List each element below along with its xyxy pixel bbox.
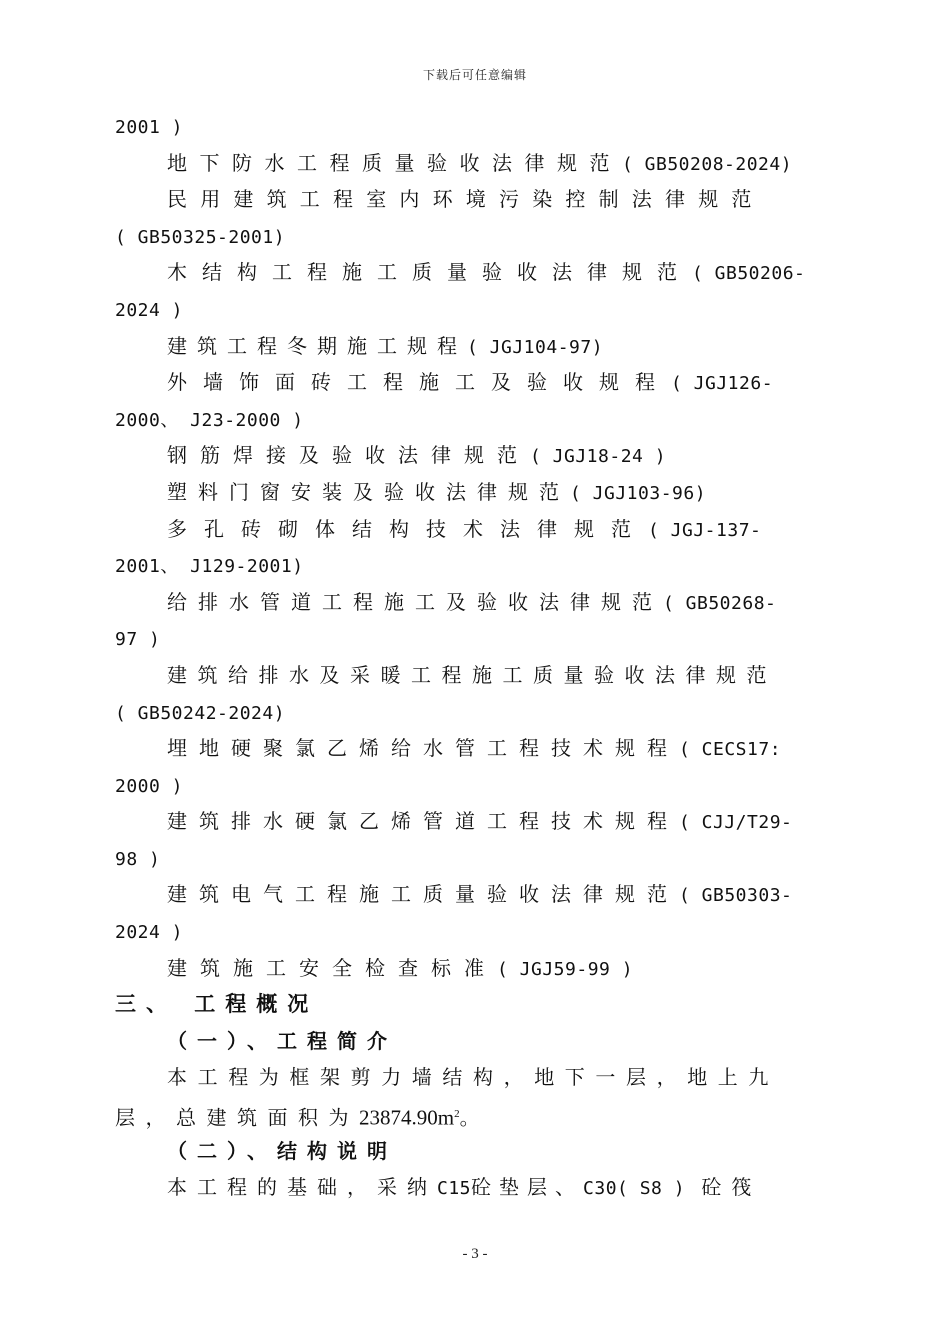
text-line: 建筑排水硬氯乙烯管道工程技术规程( CJJ/T29- xyxy=(167,809,793,834)
text-line: 钢筋焊接及验收法律规范( JGJ18-24 ) xyxy=(167,443,667,468)
text-line: 2000 ) xyxy=(115,775,184,797)
page-number: - 3 - xyxy=(462,1246,488,1262)
text-line: 地下防水工程质量验收法律规范( GB50208-2024) xyxy=(167,150,793,175)
text-line: 2001 ) xyxy=(115,117,184,138)
paragraph-line: 层，总建筑面积为$23874.90m^2$。 xyxy=(115,1105,480,1130)
document-body xyxy=(115,108,835,1206)
text-line: 建筑工程冬期施工规程( JGJ104-97) xyxy=(167,333,604,358)
text-line: 多孔砖砌体结构技术法律规范( JGJ-137- xyxy=(167,516,762,541)
text-line: 2000、 J23-2000 ) xyxy=(115,409,304,431)
text-line: 给排水管道工程施工及验收法律规范( GB50268- xyxy=(167,589,777,614)
text-line: 塑料门窗安装及验收法律规范( JGJ103-96) xyxy=(167,479,707,504)
page-header: 下载后可任意编辑 xyxy=(422,68,527,82)
text-line: 民用建筑工程室内环境污染控制法律规范 xyxy=(167,187,765,212)
text-line: 2001、 J129-2001) xyxy=(115,556,304,578)
text-line: 埋地硬聚氯乙烯给水管工程技术规程( CECS17: xyxy=(167,736,782,761)
text-line: 98 ) xyxy=(115,848,161,870)
paragraph-line: 本工程为框架剪力墙结构，地下一层，地上九 xyxy=(167,1065,779,1090)
subsection-heading: （一）、工程简介 xyxy=(167,1028,397,1053)
text-line: 建筑给排水及采暖工程施工质量验收法律规范 xyxy=(167,662,777,687)
text-line: 外墙饰面砖工程施工及验收规程( JGJ126- xyxy=(167,370,774,395)
text-line: 木结构工程施工质量验收法律规范( GB50206- xyxy=(167,260,806,285)
text-line: 2024 ) xyxy=(115,299,184,321)
paragraph-line: 本工程的基础，采纳C15砼垫层、C30( S8 ) 砼筏 xyxy=(167,1175,762,1200)
text-line: 97 ) xyxy=(115,629,161,651)
subsection-heading: （二）、结构说明 xyxy=(167,1138,397,1163)
text-line: ( GB50325-2001) xyxy=(115,226,286,248)
text-line: 建筑施工安全检查标准( JGJ59-99 ) xyxy=(167,955,634,980)
text-line: 2024 ) xyxy=(115,922,184,944)
section-heading: 三、 工程概况 xyxy=(115,992,319,1017)
text-line: 建筑电气工程施工质量验收法律规范( GB50303- xyxy=(167,882,793,907)
text-line: ( GB50242-2024) xyxy=(115,702,286,724)
